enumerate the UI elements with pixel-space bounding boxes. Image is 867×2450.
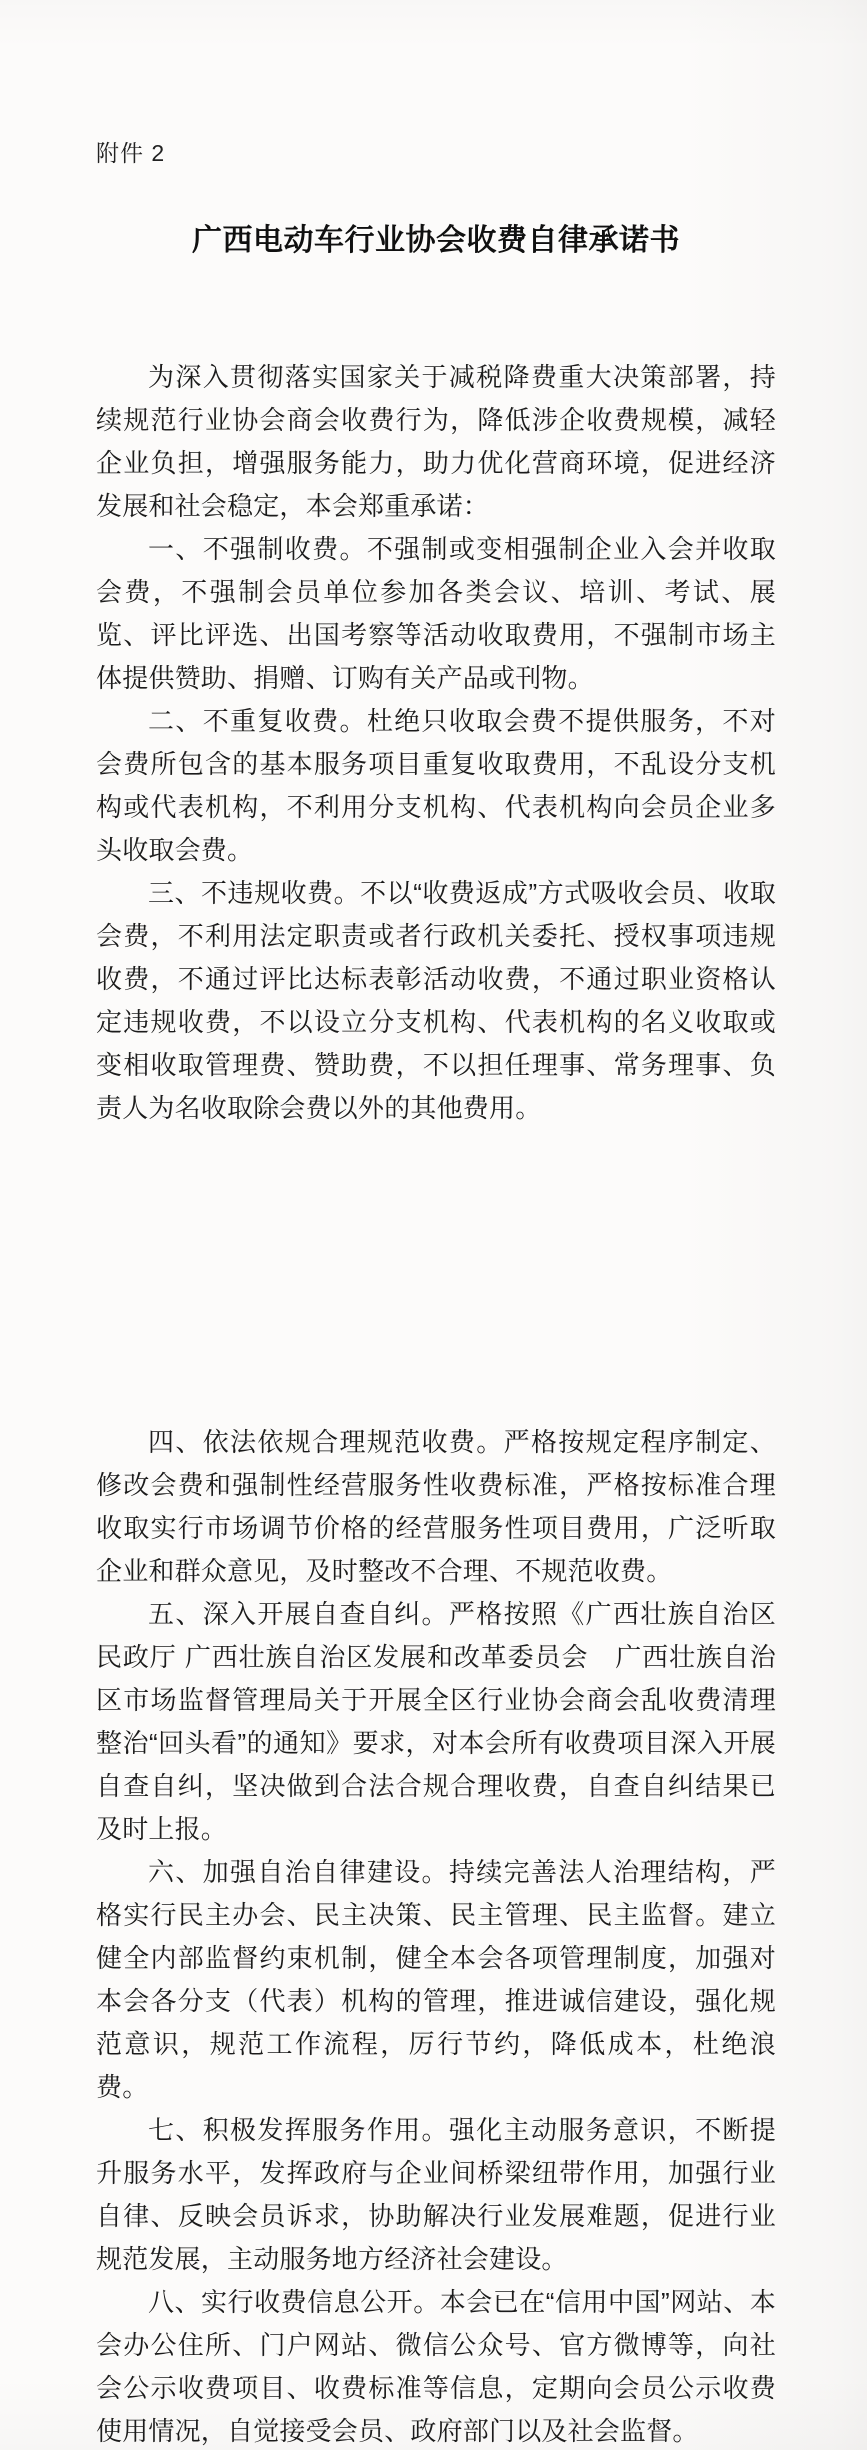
document-body-page1 — [96, 356, 776, 1130]
document-title: 广西电动车行业协会收费自律承诺书 — [192, 224, 680, 257]
commitment-item-4: 四、依法依规合理规范收费。严格按规定程序制定、修改会费和强制性经营服务性收费标准，严格按标准合理收取实行市场调节价格的经营服务性项目费用，广泛听取企业和群众意见，及时整改不合理、不规范收费。 — [96, 1427, 776, 1586]
intro-paragraph: 为深入贯彻落实国家关于减税降费重大决策部署，持续规范行业协会商会收费行为，降低涉企收费规模，减轻企业负担，增强服务能力，助力优化营商环境，促进经济发展和社会稳定，本会郑重承诺： — [96, 362, 776, 521]
commitment-item-6: 六、加强自治自律建设。持续完善法人治理结构，严格实行民主办会、民主决策、民主管理、民主监督。建立健全内部监督约束机制，健全本会各项管理制度，加强对本会各分支（代表）机构的管理，推进诚信建设，强化规范意识，规范工作流程，厉行节约，降低成本，杜绝浪费。 — [96, 1857, 776, 2102]
commitment-item-3: 三、不违规收费。不以“收费返成”方式吸收会员、收取会费，不利用法定职责或者行政机关委托、授权事项违规收费，不通过评比达标表彰活动收费，不通过职业资格认定违规收费，不以设立分支机构、代表机构的名义收取或变相收取管理费、赞助费，不以担任理事、常务理事、负责人为名收取除会费以外的其他费用。 — [96, 878, 776, 1123]
commitment-item-2: 二、不重复收费。杜绝只收取会费不提供服务，不对会费所包含的基本服务项目重复收取费用，不乱设分支机构或代表机构，不利用分支机构、代表机构向会员企业多头收取会费。 — [96, 706, 776, 865]
commitment-item-1: 一、不强制收费。不强制或变相强制企业入会并收取会费，不强制会员单位参加各类会议、培训、考试、展览、评比评选、出国考察等活动收取费用，不强制市场主体提供赞助、捐赠、订购有关产品或刊物。 — [96, 534, 776, 693]
commitment-item-5: 五、深入开展自查自纠。严格按照《广西壮族自治区民政厅 广西壮族自治区发展和改革委员会 广西壮族自治区市场监督管理局关于开展全区行业协会商会乱收费清理整治“回头看”的通知》要求，对本会所有收费项目深入开展自查自纠，坚决做到合法合规合理收费，自查自纠结果已及时上报。 — [96, 1599, 776, 1844]
document-body-page2 — [96, 1421, 776, 2450]
commitment-item-7: 七、积极发挥服务作用。强化主动服务意识，不断提升服务水平，发挥政府与企业间桥梁纽带作用，加强行业自律、反映会员诉求，协助解决行业发展难题，促进行业规范发展，主动服务地方经济社会建设。 — [96, 2115, 776, 2274]
attachment-label: 附件 2 — [96, 140, 166, 166]
commitment-item-8: 八、实行收费信息公开。本会已在“信用中国”网站、本会办公住所、门户网站、微信公众号、官方微博等，向社会公示收费项目、收费标准等信息，定期向会员公示收费使用情况，自觉接受会员、政府部门以及社会监督。 — [96, 2287, 776, 2446]
